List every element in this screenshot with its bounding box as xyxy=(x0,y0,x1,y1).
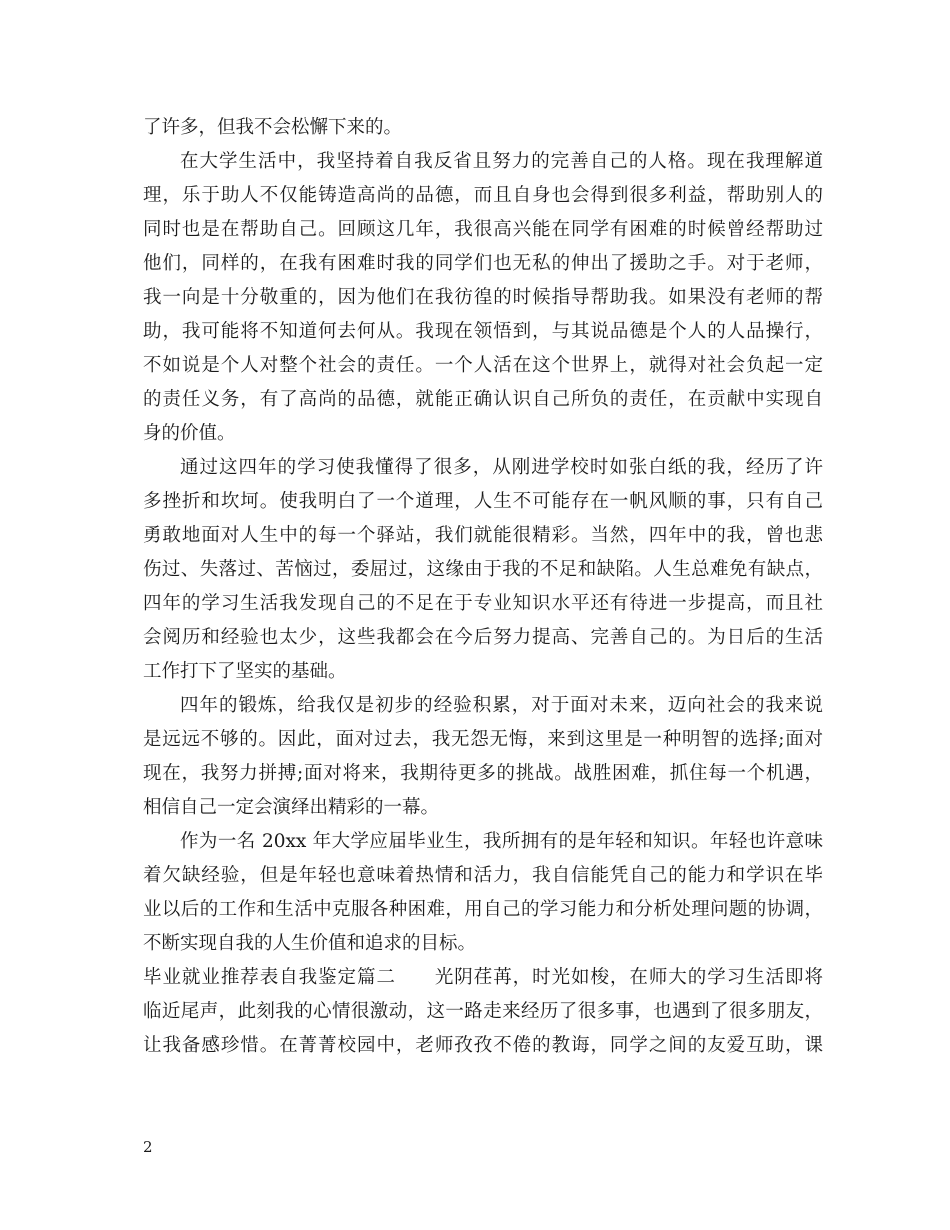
text-line: 四年的锻炼，给我仅是初步的经验积累，对于面对未来，迈向社会的我来说 xyxy=(180,695,823,716)
text-line: 了许多，但我不会松懈下来的。 xyxy=(143,117,403,138)
text-line: 相信自己一定会演绎出精彩的一幕。 xyxy=(143,797,440,818)
section-heading-line: 毕业就业推荐表自我鉴定篇二 光阴荏苒，时光如梭，在师大的学习生活即将 xyxy=(143,967,823,988)
text-line: 的责任义务，有了高尚的品德，就能正确认识自己所负的责任，在贡献中实现自 xyxy=(143,389,823,410)
text-line: 业以后的工作和生活中克服各种困难，用自己的学习能力和分析处理问题的协调， xyxy=(143,899,823,920)
text-line: 着欠缺经验，但是年轻也意味着热情和活力，我自信能凭自己的能力和学识在毕 xyxy=(143,865,823,886)
text-line: 身的价值。 xyxy=(143,423,236,444)
text-line: 让我备感珍惜。在菁菁校园中，老师孜孜不倦的教诲，同学之间的友爱互助，课 xyxy=(143,1035,823,1056)
text-line: 现在，我努力拼搏;面对将来，我期待更多的挑战。战胜困难，抓住每一个机遇， xyxy=(143,763,823,784)
text-line: 助，我可能将不知道何去何从。我现在领悟到，与其说品德是个人的人品操行， xyxy=(143,321,823,342)
text-line: 勇敢地面对人生中的每一个驿站，我们就能很精彩。当然，四年中的我，曾也悲 xyxy=(143,525,823,546)
text-line: 理，乐于助人不仅能铸造高尚的品德，而且自身也会得到很多利益，帮助别人的 xyxy=(143,185,823,206)
text-line: 在大学生活中，我坚持着自我反省且努力的完善自己的人格。现在我理解道 xyxy=(180,151,823,172)
text-line: 我一向是十分敬重的，因为他们在我彷徨的时候指导帮助我。如果没有老师的帮 xyxy=(143,287,823,308)
text-line: 作为一名 20xx 年大学应届毕业生，我所拥有的是年轻和知识。年轻也许意味 xyxy=(180,831,823,852)
text-line: 是远远不够的。因此，面对过去，我无怨无悔，来到这里是一种明智的选择;面对 xyxy=(143,729,823,750)
text-line: 同时也是在帮助自己。回顾这几年，我很高兴能在同学有困难的时候曾经帮助过 xyxy=(143,219,823,240)
text-line: 通过这四年的学习使我懂得了很多，从刚进学校时如张白纸的我，经历了许 xyxy=(180,457,823,478)
text-line: 他们，同样的，在我有困难时我的同学们也无私的伸出了援助之手。对于老师， xyxy=(143,253,823,274)
text-line: 会阅历和经验也太少，这些我都会在今后努力提高、完善自己的。为日后的生活 xyxy=(143,627,823,648)
text-line: 四年的学习生活我发现自己的不足在于专业知识水平还有待进一步提高，而且社 xyxy=(143,593,823,614)
page-number: 2 xyxy=(143,1138,153,1156)
text-line: 临近尾声，此刻我的心情很激动，这一路走来经历了很多事，也遇到了很多朋友， xyxy=(143,1001,823,1022)
text-line: 不断实现自我的人生价值和追求的目标。 xyxy=(143,933,477,954)
text-line: 不如说是个人对整个社会的责任。一个人活在这个世界上，就得对社会负起一定 xyxy=(143,355,823,376)
text-line: 伤过、失落过、苦恼过，委屈过，这缘由于我的不足和缺陷。人生总难免有缺点， xyxy=(143,559,823,580)
text-line: 工作打下了坚实的基础。 xyxy=(143,661,347,682)
text-line: 多挫折和坎坷。使我明白了一个道理，人生不可能存在一帆风顺的事，只有自己 xyxy=(143,491,823,512)
